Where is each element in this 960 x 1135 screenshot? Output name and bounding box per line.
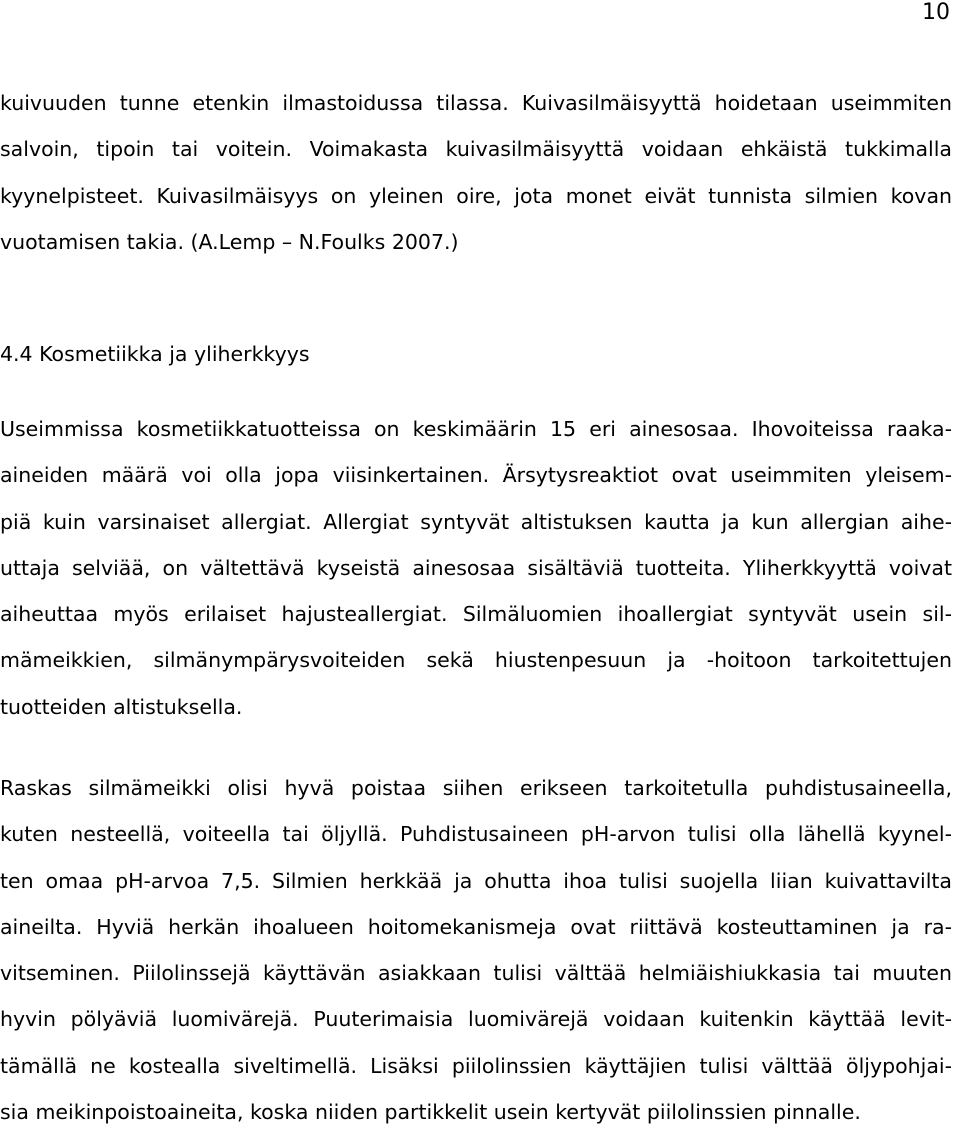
text-line: mämeikkien, silmänympärysvoiteiden sekä hiustenpesuun ja -hoitoon tarkoitettujen (0, 648, 952, 673)
text-line: vitseminen. Piilolinssejä käyttävän asiakkaan tulisi välttää helmiäishiukkasia tai muuten (0, 961, 952, 986)
text-line: tuotteiden altistuksella. (0, 694, 243, 719)
text-line: Useimmissa kosmetiikkatuotteissa on keskimäärin 15 eri ainesosaa. Ihovoiteissa raaka- (0, 417, 952, 441)
text-line: aiheuttaa myös erilaiset hajusteallergiat. Silmäluomien ihoallergiat syntyvät usein sil- (0, 602, 952, 627)
section-heading: 4.4 Kosmetiikka ja yliherkkyys (0, 342, 310, 366)
text-line: hyvin pölyäviä luomivärejä. Puuterimaisia luomivärejä voidaan kuitenkin käyttää levit- (0, 1007, 952, 1032)
paragraph-makeup-removal (0, 765, 952, 1135)
text-line: tämällä ne kostealla siveltimellä. Lisäksi piilolinssien käyttäjien tulisi välttää öljypohjai- (0, 1053, 952, 1078)
text-line: salvoin, tipoin tai voitein. Voimakasta kuivasilmäisyyttä voidaan ehkäistä tukkimalla (0, 137, 952, 162)
text-line: vuotamisen takia. (A.Lemp – N.Foulks 2007.) (0, 229, 459, 254)
text-line: aineiden määrä voi olla jopa viisinkertainen. Ärsytysreaktiot ovat useimmiten yleisem- (0, 463, 952, 488)
text-line: kyynelpisteet. Kuivasilmäisyys on yleinen oire, jota monet eivät tunnista silmien kovan (0, 183, 952, 208)
text-line: sia meikinpoistoaineita, koska niiden partikkelit usein kertyvät piilolinssien pinnalle. (0, 1100, 861, 1125)
text-line: kuivuuden tunne etenkin ilmastoidussa tilassa. Kuivasilmäisyyttä hoidetaan useimmiten (0, 91, 952, 115)
text-line: kuten nesteellä, voiteella tai öljyllä. Puhdistusaineen pH-arvon tulisi olla lähellä kyynel- (0, 822, 952, 847)
paragraph-dry-eye-treatment (0, 80, 952, 265)
text-line: Raskas silmämeikki olisi hyvä poistaa siihen erikseen tarkoitetulla puhdistusaineella, (0, 776, 952, 800)
text-line: aineilta. Hyviä herkän ihoalueen hoitomekanismeja ovat riittävä kosteuttaminen ja ra- (0, 914, 952, 939)
text-line: ten omaa pH-arvoa 7,5. Silmien herkkää ja ohutta ihoa tulisi suojella liian kuivattavilta (0, 868, 952, 893)
text-line: uttaja selviää, on vältettävä kyseistä ainesosaa sisältäviä tuotteita. Yliherkkyyttä voivat (0, 555, 952, 580)
text-line: piä kuin varsinaiset allergiat. Allergiat syntyvät altistuksen kautta ja kun allergian aihe- (0, 509, 952, 534)
page-number: 10 (922, 0, 950, 25)
paragraph-cosmetics-allergies (0, 406, 952, 730)
